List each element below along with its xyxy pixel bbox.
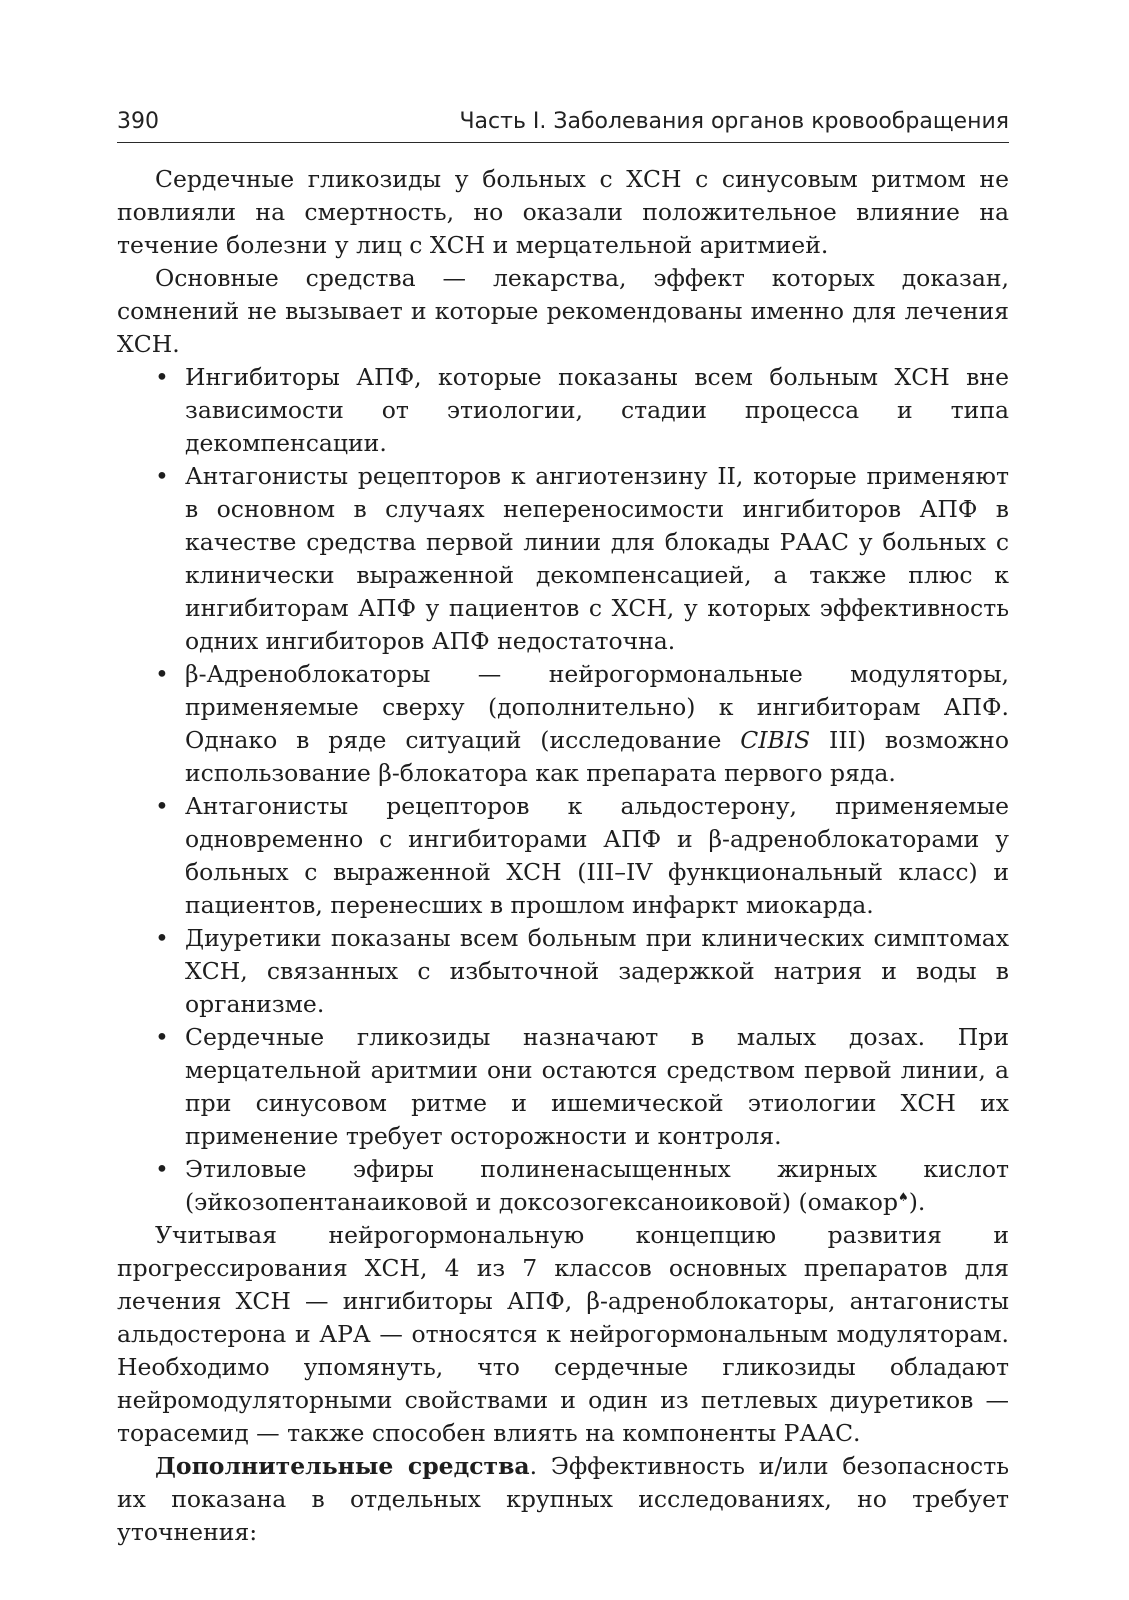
bullet-icon: • xyxy=(155,1023,169,1051)
bullet-icon: • xyxy=(155,363,169,391)
bullet-icon: • xyxy=(155,660,169,688)
bullet-icon: • xyxy=(155,924,169,952)
page-number: 390 xyxy=(117,109,159,134)
body-text xyxy=(117,163,1009,1549)
bold-term: Дополнительные средства xyxy=(155,1452,530,1480)
list-item: • Ингибиторы АПФ, которые показаны всем больным ХСН вне зависимости от этиологии, стадии процесса и типа декомпенсации. xyxy=(155,363,1009,457)
bullet-icon: • xyxy=(155,792,169,820)
page xyxy=(117,108,1009,1549)
list-item: • Антагонисты рецепторов к альдостерону, применяемые одновременно с ингибиторами АПФ и β-адреноблокаторами у больных с выраженной ХСН (III–IV функциональный класс) и пациентов, перенесших в прошлом инфаркт миокарда. xyxy=(155,792,1009,919)
list-item: • Этиловые эфиры полиненасыщенных жирных кислот (эйкозопентанаиковой и доксозогексаноиковой) (омакор♠). xyxy=(155,1155,1009,1216)
paragraph-main-agents: Основные средства — лекарства, эффект которых доказан, сомнений не вызывает и которые рекомендованы именно для лечения ХСН. xyxy=(117,264,1009,358)
running-header xyxy=(117,108,1009,143)
running-title: Часть I. Заболевания органов кровообращения xyxy=(459,109,1009,134)
list-item: • Диуретики показаны всем больным при клинических симптомах ХСН, связанных с избыточной задержкой натрия и воды в организме. xyxy=(155,924,1009,1018)
bullet-icon: • xyxy=(155,462,169,490)
paragraph-neurohormonal: Учитывая нейрогормональную концепцию развития и прогрессирования ХСН, 4 из 7 классов основных препаратов для лечения ХСН — ингибиторы АПФ, β-адреноблокаторы, антагонисты альдостерона и АРА — относятся к нейрогормональным модуляторам. Необходимо упомянуть, что сердечные гликозиды обладают нейромодуляторными свойствами и один из петлевых диуретиков — торасемид — также способен влиять на компоненты РААС. xyxy=(117,1221,1009,1447)
study-name: CIBIS xyxy=(740,726,811,754)
main-agents-list xyxy=(117,361,1009,1219)
bullet-icon: • xyxy=(155,1155,169,1183)
list-item: • β-Адреноблокаторы — нейрогормональные модуляторы, применяемые сверху (дополнительно) к ингибиторам АПФ. Однако в ряде ситуаций (исследование CIBIS III) возможно использование β-блокатора как препарата первого ряда. xyxy=(155,660,1009,787)
list-item: • Антагонисты рецепторов к ангиотензину II, которые применяют в основном в случаях непереносимости ингибиторов АПФ в качестве средства первой линии для блокады РААС у больных с клинически выраженной декомпенсацией, а также плюс к ингибиторам АПФ у пациентов с ХСН, у которых эффективность одних ингибиторов АПФ недостаточна. xyxy=(155,462,1009,655)
paragraph-additional-agents: Дополнительные средства. Эффективность и/или безопасность их показана в отдельных крупных исследованиях, но требует уточнения: xyxy=(117,1452,1009,1546)
list-item: • Сердечные гликозиды назначают в малых дозах. При мерцательной аритмии они остаются средством первой линии, а при синусовом ритме и ишемической этиологии ХСН их применение требует осторожности и контроля. xyxy=(155,1023,1009,1150)
paragraph-cardiac-glycosides: Сердечные гликозиды у больных с ХСН с синусовым ритмом не повлияли на смертность, но оказали положительное влияние на течение болезни у лиц с ХСН и мерцательной аритмией. xyxy=(117,165,1009,259)
spade-mark-icon: ♠ xyxy=(898,1190,909,1205)
